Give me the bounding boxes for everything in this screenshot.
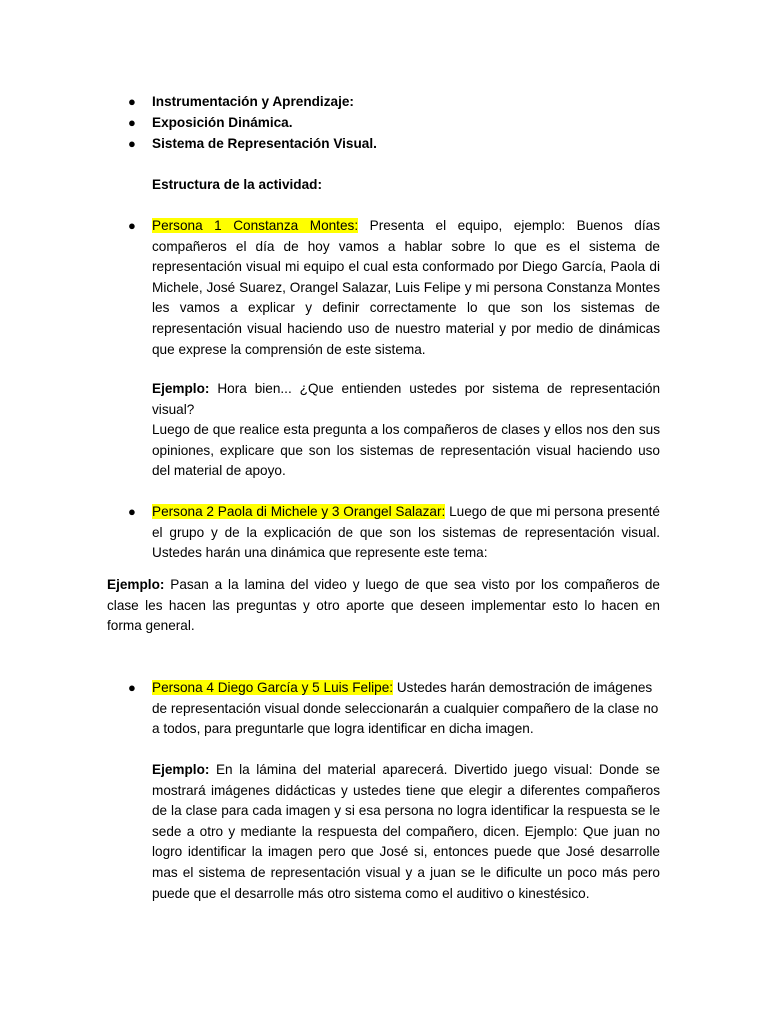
list-item: Sistema de Representación Visual. xyxy=(152,136,377,151)
list-item: Instrumentación y Aprendizaje: xyxy=(152,94,354,109)
ejemplo-3-paragraph: Ejemplo: En la lámina del material aparecerá. Divertido juego visual: Donde se mostrará imágenes didácticas y ustedes tiene que elegir a diferentes compañeros de la clase para cada imagen y si esa persona no logra identificar la respuesta se le sede a otro y mediante la respuesta del compañero, dicen. Ejemplo: Que juan no logro identificar la imagen pero que José si, entonces puede que José desarrolle mas el sistema de representación visual y a juan se le dificulte un poco más pero puede que el desarrolle más otro sistema como el auditivo o kinestésico. xyxy=(152,762,660,901)
bullet-icon: ● xyxy=(128,504,136,519)
bullet-icon: ● xyxy=(128,94,136,109)
persona-2-paragraph: Persona 2 Paola di Michele y 3 Orangel Salazar: Luego de que mi persona presenté el grupo y de la explicación de que son los sistemas de representación visual. Ustedes harán una dinámica que represente este tema: xyxy=(152,504,660,561)
bullet-icon: ● xyxy=(128,680,136,695)
ejemplo-1-paragraph: Ejemplo: Hora bien... ¿Que entienden ustedes por sistema de representación visual? Luego de que realice esta pregunta a los compañeros de clases y ellos nos den sus opiniones, explicare que son los sistemas de representación visual haciendo uso del material de apoyo. xyxy=(152,381,660,479)
highlight-label: Persona 1 Constanza Montes: xyxy=(152,218,359,233)
persona-4-5-paragraph: Persona 4 Diego García y 5 Luis Felipe: Ustedes harán demostración de imágenes de representación visual donde seleccionarán a cualquier compañero de la clase no a todos, para preguntarle que logra identificar en dicha imagen. xyxy=(152,680,659,737)
highlight-label: Persona 2 Paola di Michele y 3 Orangel Salazar: xyxy=(152,504,446,519)
section-heading: Estructura de la actividad: xyxy=(152,177,322,192)
ejemplo-2-paragraph: Ejemplo: Pasan a la lamina del video y luego de que sea visto por los compañeros de clase les hacen las preguntas y otro aporte que deseen implementar esto lo hacen en forma general. xyxy=(107,577,660,634)
bullet-icon: ● xyxy=(128,218,136,233)
persona-1-paragraph: Persona 1 Constanza Montes: Presenta el equipo, ejemplo: Buenos días compañeros el día de hoy vamos a hablar sobre lo que es el sistema de representación visual mi equipo el cual esta conformado por Diego García, Paola di Michele, José Suarez, Orangel Salazar, Luis Felipe y mi persona Constanza Montes les vamos a explicar y definir correctamente lo que son los sistemas de representación visual haciendo uso de nuestro material y por medio de dinámicas que exprese la comprensión de este sistema. xyxy=(152,218,660,357)
bullet-icon: ● xyxy=(128,115,136,130)
highlight-label: Persona 4 Diego García y 5 Luis Felipe: xyxy=(152,680,394,695)
list-item: Exposición Dinámica. xyxy=(152,115,293,130)
bullet-icon: ● xyxy=(128,136,136,151)
